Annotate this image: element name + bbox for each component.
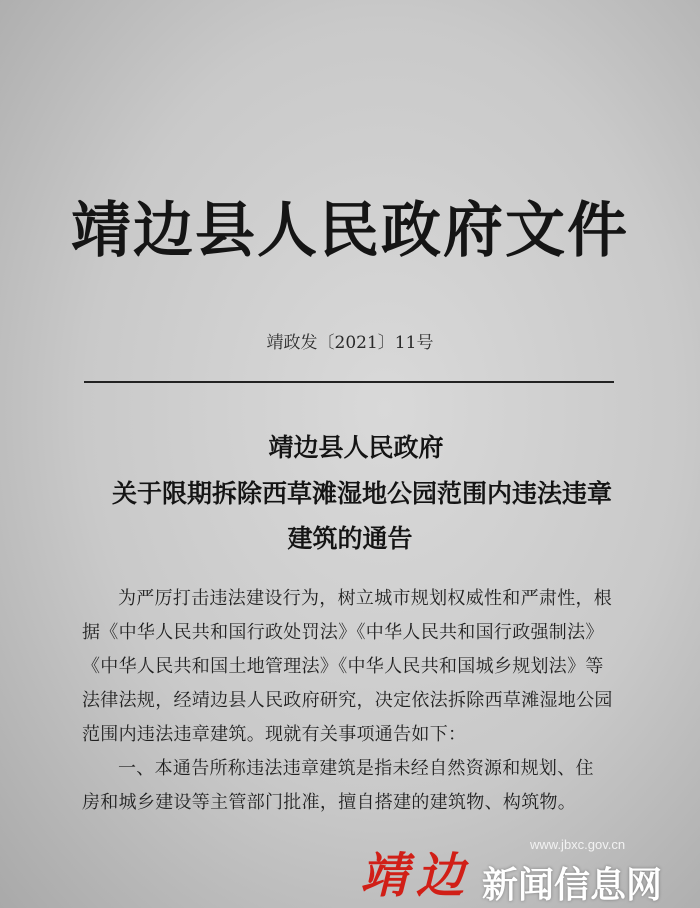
body-line: 《中华人民共和国土地管理法》《中华人民共和国城乡规划法》等: [82, 656, 604, 677]
watermark-site-name: 新闻信息网: [482, 865, 663, 906]
watermark-calligraphy-logo: 靖边: [360, 848, 473, 904]
body-line: 为严厉打击违法建设行为，树立城市规划权威性和严肃性，根: [118, 588, 613, 609]
notice-heading-line-3: 建筑的通告: [287, 524, 413, 553]
notice-heading-line-2: 关于限期拆除西草滩湿地公园范围内违法违章: [111, 479, 612, 508]
body-line: 法律法规，经靖边县人民政府研究，决定依法拆除西草滩湿地公园: [82, 690, 613, 711]
notice-heading-line-1: 靖边县人民政府: [268, 433, 444, 462]
body-line: 范围内违法违章建筑。现就有关事项通告如下：: [82, 724, 467, 745]
body-line: 据《中华人民共和国行政处罚法》《中华人民共和国行政强制法》: [82, 622, 604, 643]
issuer-title: 靖边县人民政府文件: [71, 196, 629, 266]
news-site-watermark: [360, 835, 700, 905]
red-header-divider: [84, 381, 614, 383]
body-line: 房和城乡建设等主管部门批准，擅自搭建的建筑物、构筑物。: [82, 792, 577, 813]
document-number: 靖政发〔2021〕11号: [266, 333, 434, 353]
body-line: 一、本通告所称违法违章建筑是指未经自然资源和规划、住: [118, 758, 594, 779]
notice-body: [82, 582, 634, 820]
watermark-url: www.jbxc.gov.cn: [530, 837, 626, 852]
